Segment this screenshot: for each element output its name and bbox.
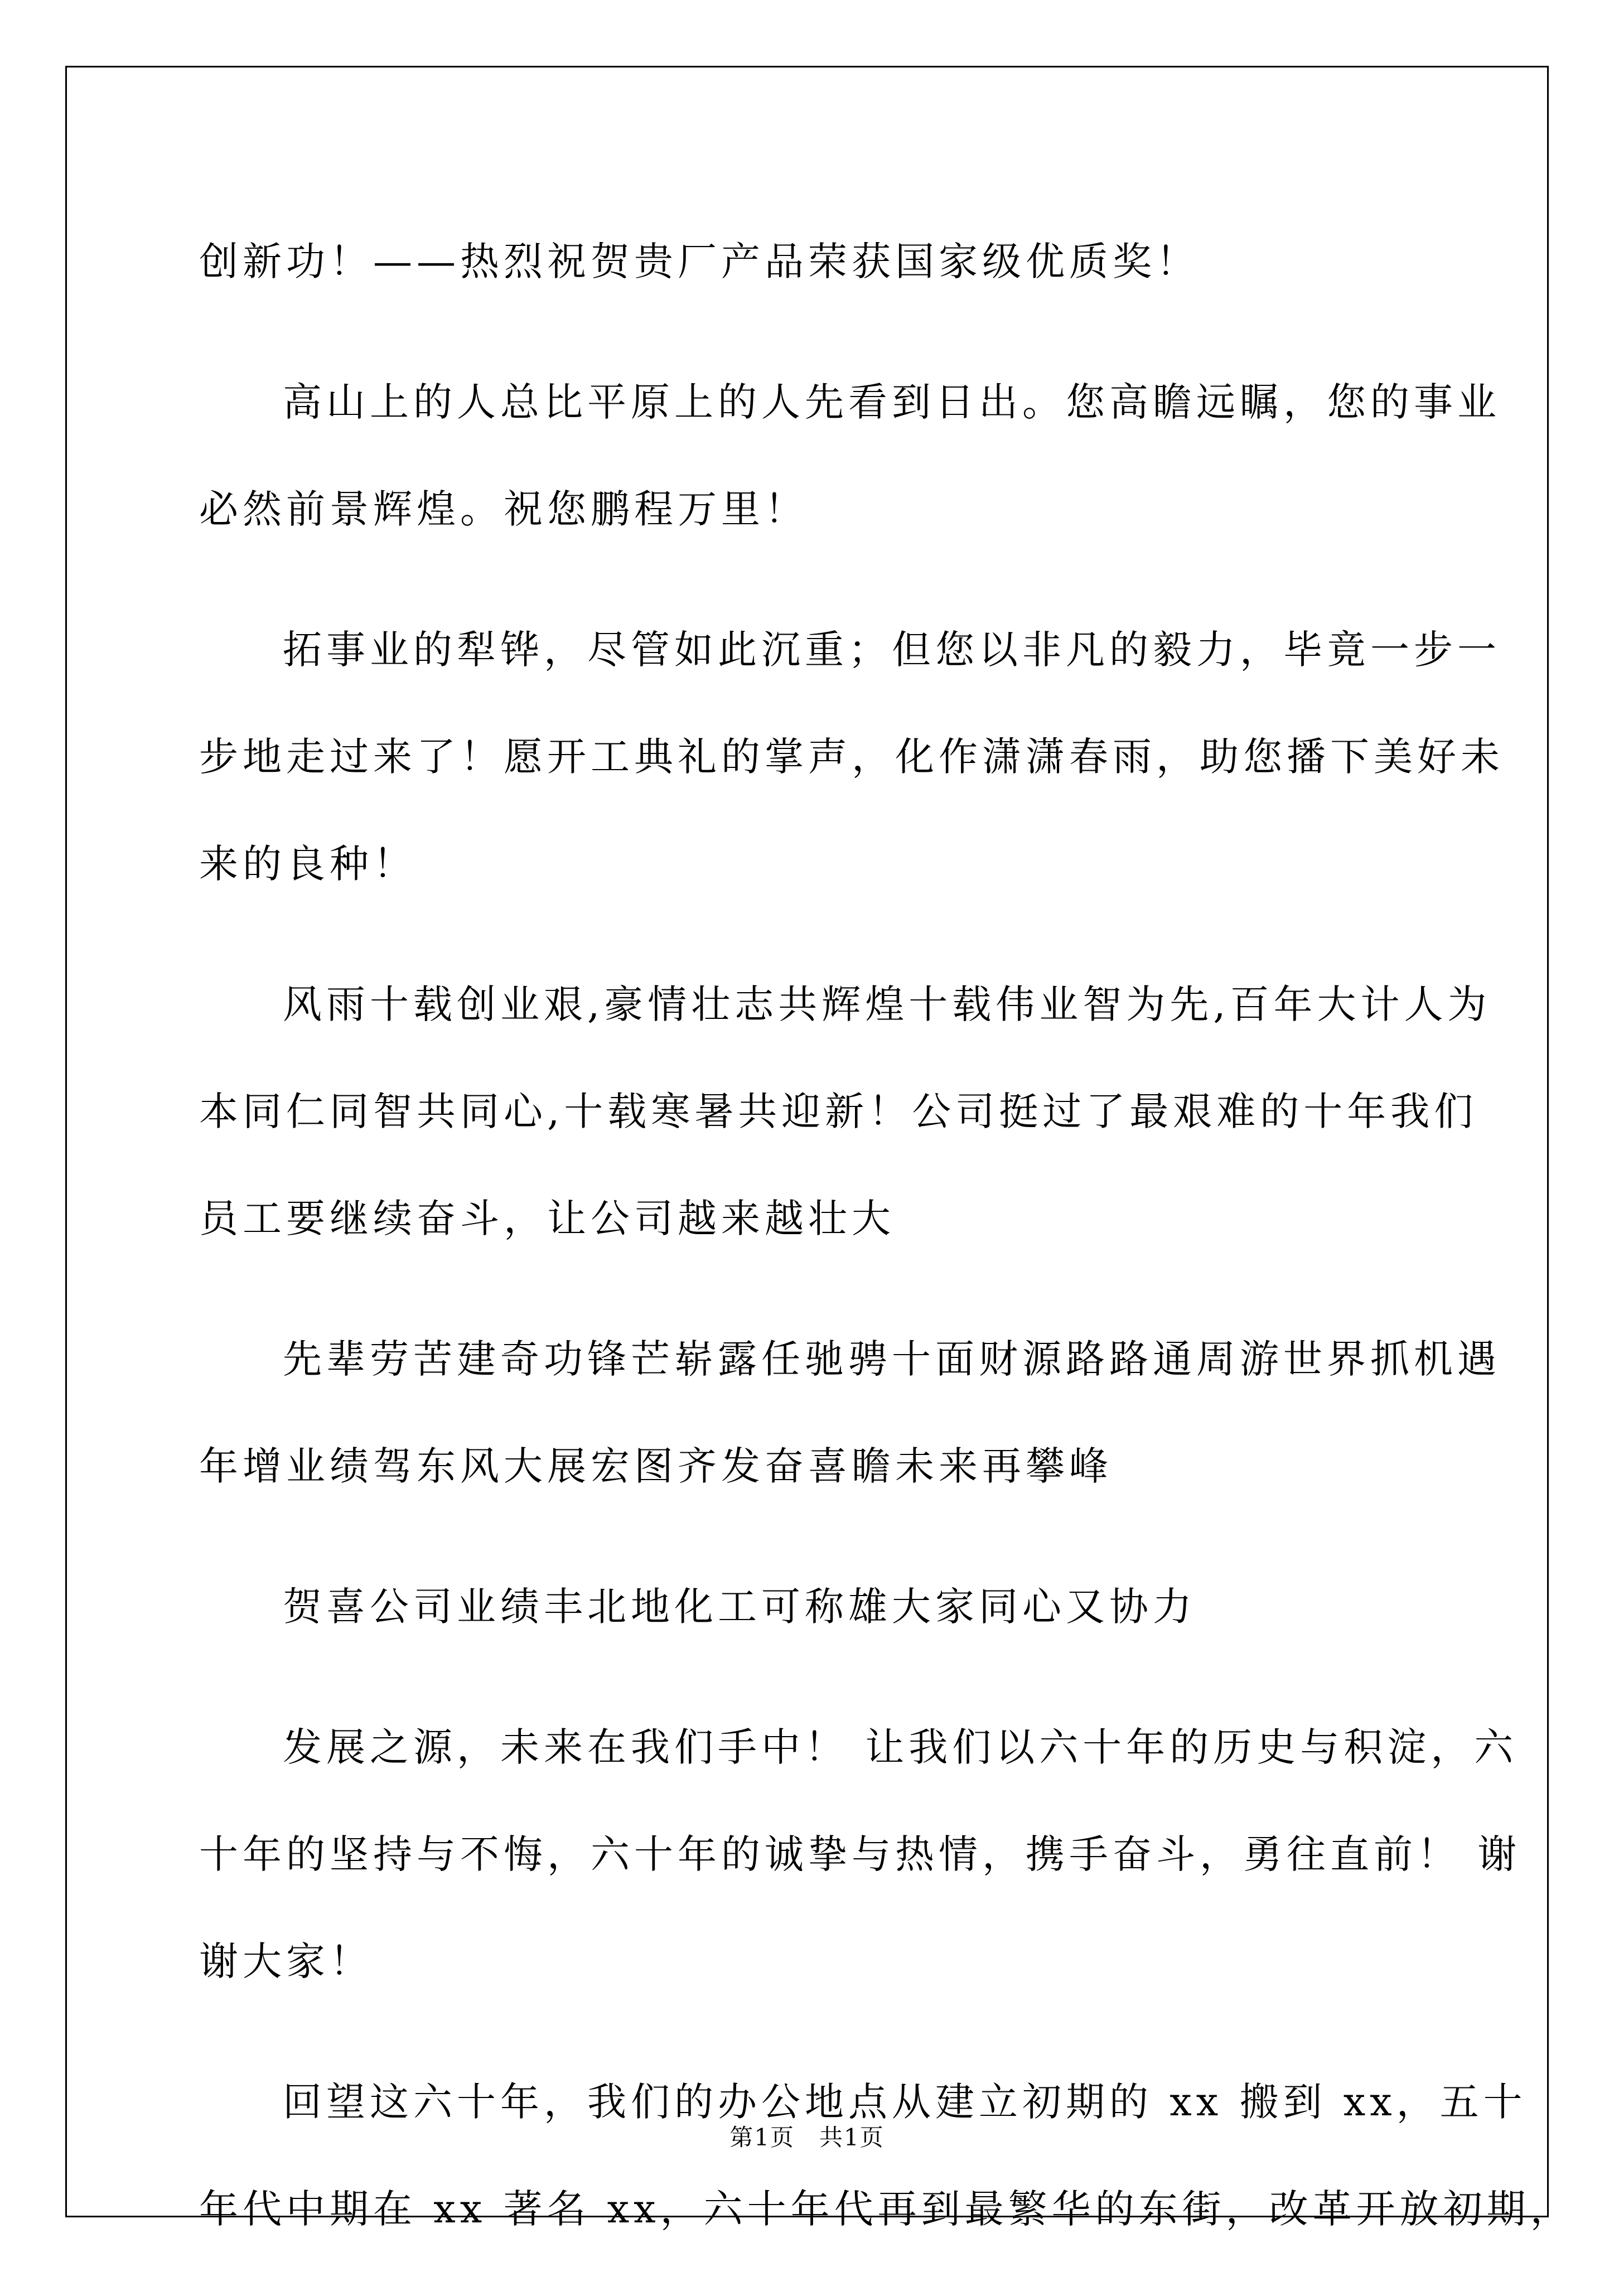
text-line: 风雨十载创业艰,豪情壮志共辉煌十载伟业智为先,百年大计人为: [283, 982, 1491, 1027]
text-line: 必然前景辉煌。祝您鹏程万里！: [199, 486, 808, 532]
text-line: 谢大家！: [199, 1939, 373, 1984]
text-line: 发展之源，未来在我们手中！ 让我们以六十年的历史与积淀，六: [283, 1724, 1518, 1770]
document-body: [199, 208, 1574, 2296]
paragraph-4: [199, 951, 1491, 1272]
text-line: 年增业绩驾东风大展宏图齐发奋喜瞻未来再攀峰: [199, 1443, 1113, 1489]
text-line: 回望这六十年，我们的办公地点从建立初期的 xx 搬到 xx，五十: [283, 2079, 1527, 2125]
text-line: 员工要继续奋斗，让公司越来越壮大: [199, 1196, 895, 1241]
text-line: 年代中期在 xx 著名 xx，六十年代再到最繁华的东街，改革开放初期，: [199, 2186, 1574, 2232]
text-line: 本同仁同智共同心,十载寒暑共迎新！公司挺过了最艰难的十年我们: [199, 1089, 1478, 1134]
paragraph-7: [199, 1694, 1521, 2015]
paragraph-8: [199, 2048, 1574, 2263]
paragraph-3: [199, 596, 1504, 917]
text-line: 高山上的人总比平原上的人先看到日出。您高瞻远瞩，您的事业: [283, 379, 1501, 425]
text-line: 先辈劳苦建奇功锋芒崭露任驰骋十面财源路路通周游世界抓机遇: [283, 1336, 1501, 1382]
text-line: 十年的坚持与不悔，六十年的诚挚与热情，携手奋斗，勇往直前！ 谢: [199, 1831, 1521, 1877]
text-line: 创新功！——热烈祝贺贵厂产品荣获国家级优质奖！: [199, 239, 1200, 284]
text-line: 贺喜公司业绩丰北地化工可称雄大家同心又协力: [283, 1584, 1196, 1630]
text-line: 步地走过来了！愿开工典礼的掌声，化作潇潇春雨，助您播下美好未: [199, 734, 1504, 780]
paragraph-6: [199, 1553, 1415, 1660]
paragraph-5: [199, 1306, 1501, 1520]
page-footer: 第1页 共1页: [729, 2124, 885, 2151]
text-line: 来的良种！: [199, 841, 417, 887]
paragraph-2: [199, 349, 1501, 563]
paragraph-1: [199, 208, 1415, 315]
text-line: 拓事业的犁铧，尽管如此沉重；但您以非凡的毅力，毕竟一步一: [283, 627, 1501, 673]
